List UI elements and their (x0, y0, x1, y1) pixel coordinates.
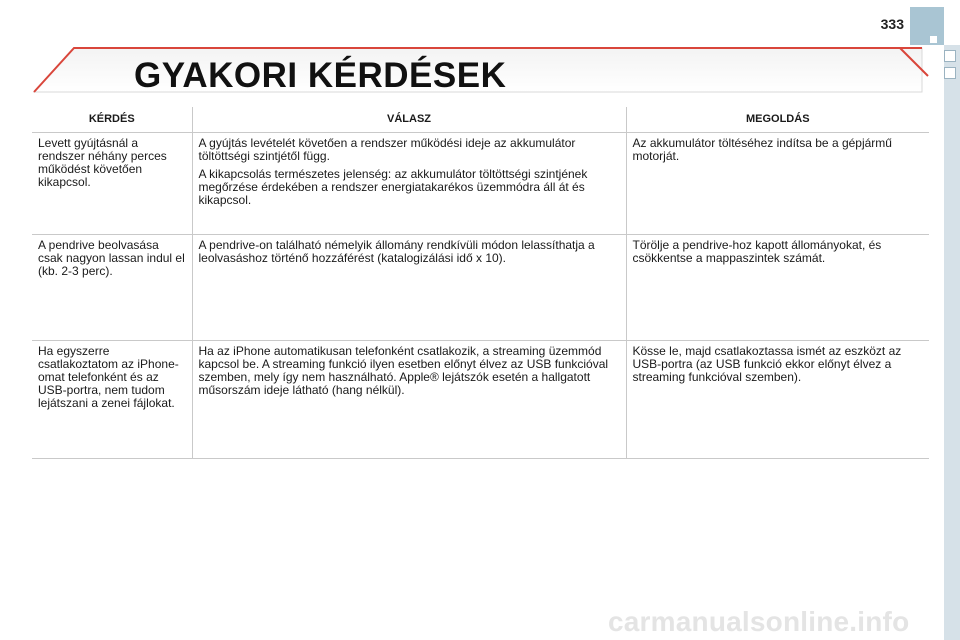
answer-cell (192, 341, 626, 459)
side-strip (944, 45, 960, 640)
page-number: 333 (880, 16, 904, 32)
table-header-row (32, 107, 929, 133)
answer-paragraph: Ha az iPhone automatikusan telefonként csatlakozik, a streaming üzemmód kapcsol be. A streaming funkció ilyen esetben előnyt élvez az USB funkcióval szemben, mely így nem használható. Apple® lejátszók esetén a hallgatott műsorszám ideje látható (hang nélkül). (198, 344, 609, 397)
question-cell: Ha egyszerre csatlakoztatom az iPhone-omat telefonként és az USB-portra, nem tudom lejátszani a zenei fájlokat. (32, 341, 192, 459)
question-cell: A pendrive beolvasása csak nagyon lassan indul el (kb. 2-3 perc). (32, 235, 192, 341)
header-answer: VÁLASZ (192, 107, 626, 133)
corner-tab (910, 7, 944, 45)
answer-paragraph: A pendrive-on található némelyik állomány rendkívüli módon lelassíthatja a leolvasáshoz történő hozzáférést (katalogizálási idő x 10). (198, 238, 595, 265)
watermark[interactable]: carmanualsonline.info (608, 606, 910, 637)
table-row (32, 133, 929, 235)
solution-cell: Törölje a pendrive-hoz kapott állományokat, és csökkentse a mappaszintek számát. (626, 235, 929, 341)
question-cell: Levett gyújtásnál a rendszer néhány perces működést követően kikapcsol. (32, 133, 192, 235)
answer-paragraph: A gyújtás levételét követően a rendszer működési ideje az akkumulátor töltöttségi szintjétől függ. (198, 136, 576, 163)
header-solution: MEGOLDÁS (626, 107, 929, 133)
checkbox-square-icon (944, 50, 956, 62)
solution-cell: Az akkumulátor töltéséhez indítsa be a gépjármű motorját. (626, 133, 929, 235)
solution-cell: Kösse le, majd csatlakoztassa ismét az eszközt az USB-portra (az USB funkció ekkor előnyt élvez a streaming funkcióval szemben). (626, 341, 929, 459)
answer-cell (192, 235, 626, 341)
corner-square-icon (930, 36, 937, 43)
header-question: KÉRDÉS (32, 107, 192, 133)
answer-cell (192, 133, 626, 235)
faq-table (32, 107, 929, 459)
page-title: GYAKORI KÉRDÉSEK (134, 56, 507, 95)
answer-paragraph: A kikapcsolás természetes jelenség: az akkumulátor töltöttségi szintjének megőrzése érdekében a rendszer energiatakarékos üzemmódra áll át és kikapcsol. (198, 167, 588, 207)
table-row (32, 235, 929, 341)
checkbox-square-icon (944, 67, 956, 79)
table-row (32, 341, 929, 459)
